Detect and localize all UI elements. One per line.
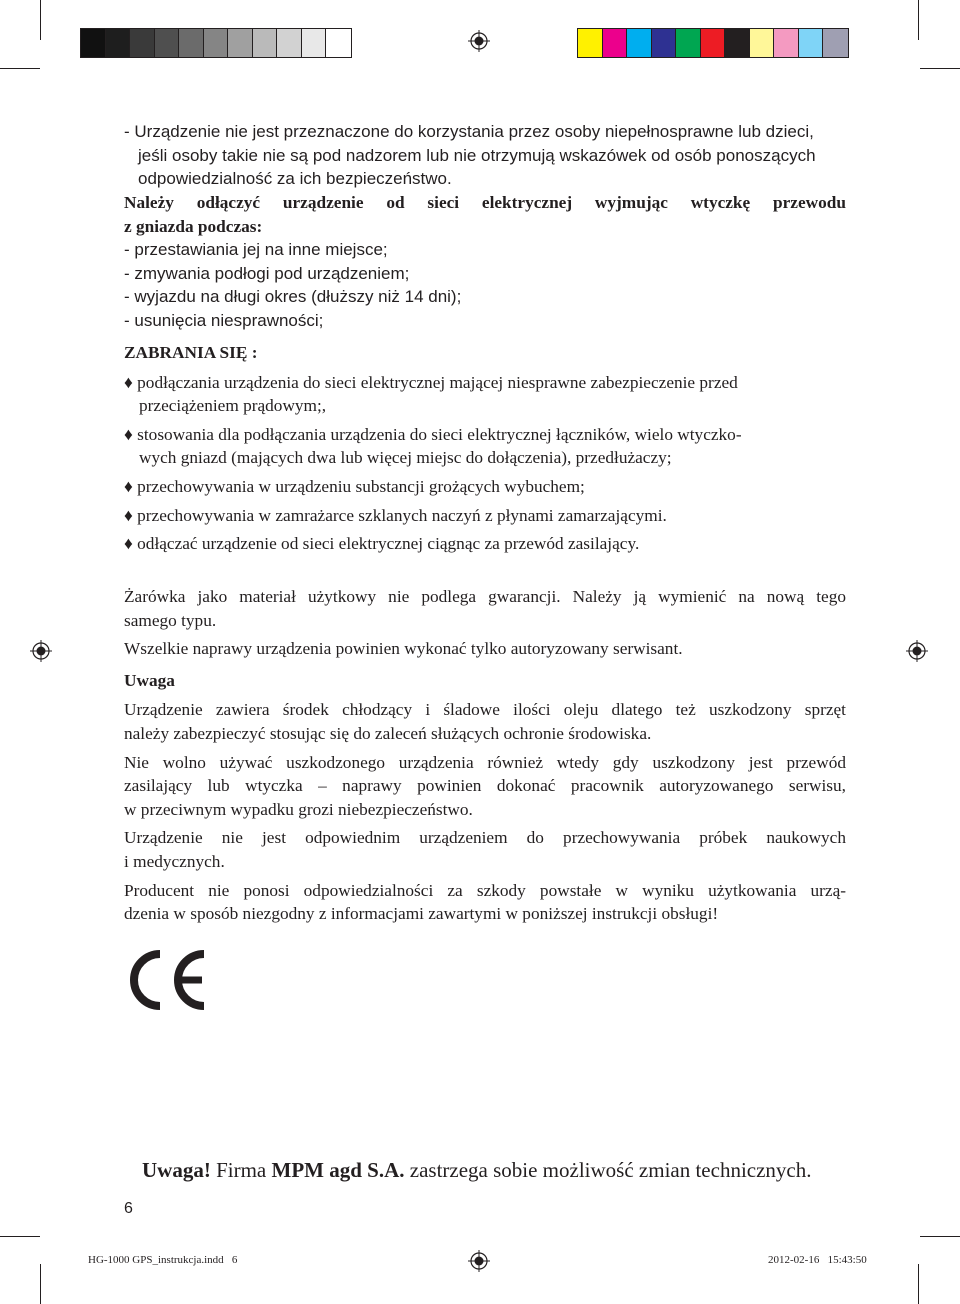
notice-uwaga: Uwaga! — [142, 1158, 211, 1182]
color-swatch — [701, 29, 726, 57]
gray-swatch — [326, 29, 351, 57]
list-item: ♦ podłączania urządzenia do sieci elektrycznej mającej niesprawne zabezpieczenie przed — [124, 372, 738, 392]
list-item: ♦ przechowywania w urządzeniu substancji grożących wybuchem; — [124, 476, 585, 496]
list-item: ♦ stosowania dla podłączania urządzenia do sieci elektrycznej łączników, wielo wtyczko- — [124, 424, 742, 444]
crop-mark — [40, 0, 41, 40]
text-line: odpowiedzialność za ich bezpieczeństwo. — [138, 169, 452, 189]
registration-target-icon — [468, 30, 490, 52]
section-heading: Należy odłączyć urządzenie od sieci elektrycznej wyjmując wtyczkę przewodu — [124, 193, 846, 212]
section-heading: ZABRANIA SIĘ : — [124, 343, 258, 362]
color-swatch — [578, 29, 603, 57]
crop-mark — [0, 68, 40, 69]
color-swatch — [627, 29, 652, 57]
section-forbidden — [124, 341, 846, 556]
text-line: jeśli osoby takie nie są pod nadzorem lub nie otrzymują wskazówek od osób ponoszących — [138, 145, 816, 165]
color-swatch — [676, 29, 701, 57]
list-item: - usunięcia niesprawności; — [124, 310, 324, 330]
crop-mark — [920, 1236, 960, 1237]
list-item: ♦ odłączać urządzenie od sieci elektrycznej ciągnąc za przewód zasilający. — [124, 534, 640, 554]
gray-swatch — [81, 29, 106, 57]
text-line: samego typu. — [124, 610, 217, 630]
diamond-bullet-icon: ♦ — [124, 505, 133, 525]
gray-swatch — [204, 29, 229, 57]
section-children-warning — [124, 120, 846, 191]
technical-changes-notice: Uwaga! Firma MPM agd S.A. zastrzega sobie możliwość zmian technicznych. — [142, 1158, 812, 1182]
list-item: ♦ przechowywania w zamrażarce szklanych naczyń z płynami zamarzającymi. — [124, 505, 667, 525]
text-line: Żarówka jako materiał użytkowy nie podlega gwarancji. Należy ją wymienić na nową tego — [124, 587, 846, 606]
text-line: w przeciwnym wypadku grozi niebezpieczeństwo. — [124, 799, 473, 819]
gray-swatch — [253, 29, 278, 57]
color-swatch — [725, 29, 750, 57]
crop-mark — [920, 68, 960, 69]
gray-swatch — [155, 29, 180, 57]
registration-target-icon — [906, 640, 928, 662]
gray-swatch — [179, 29, 204, 57]
registration-target-icon — [30, 640, 52, 662]
gray-swatch — [302, 29, 327, 57]
list-item-continuation: wych gniazd (mających dwa lub więcej miejsc do dołączenia), przedłużaczy; — [139, 448, 672, 468]
gray-swatch — [106, 29, 131, 57]
uwaga-heading: Uwaga — [124, 670, 175, 690]
diamond-bullet-icon: ♦ — [124, 534, 133, 554]
grayscale-color-bar — [80, 28, 352, 58]
list-item: - przestawiania jej na inne miejsce; — [124, 240, 388, 260]
color-swatch — [823, 29, 848, 57]
list-item-continuation: przeciążeniem prądowym;, — [139, 396, 327, 416]
text-line: dzenia w sposób niezgodny z informacjami zawartymi w poniższej instrukcji obsługi! — [124, 904, 719, 924]
section-notes — [124, 585, 846, 926]
gray-swatch — [130, 29, 155, 57]
crop-mark — [918, 1264, 919, 1304]
slug-timestamp: 2012-02-16 15:43:50 — [768, 1254, 867, 1266]
crop-mark — [0, 1236, 40, 1237]
gray-swatch — [277, 29, 302, 57]
ce-mark-icon — [124, 950, 210, 1010]
color-swatch — [750, 29, 775, 57]
text-line: Wszelkie naprawy urządzenia powinien wykonać tylko autoryzowany serwisant. — [124, 639, 683, 659]
process-color-bar — [577, 28, 849, 58]
crop-mark — [918, 0, 919, 40]
list-item: - wyjazdu na długi okres (dłuższy niż 14 dni); — [124, 287, 462, 307]
diamond-bullet-icon: ♦ — [124, 476, 133, 496]
crop-mark — [40, 1264, 41, 1304]
text-line: Producent nie ponosi odpowiedzialności za szkody powstałe w wyniku użytkowania urzą- — [124, 880, 846, 900]
color-swatch — [652, 29, 677, 57]
text-line: i medycznych. — [124, 851, 225, 871]
text-line: zasilający lub wtyczka – naprawy powinien dokonać pracownik autoryzowanego serwisu, — [124, 776, 846, 796]
gray-swatch — [228, 29, 253, 57]
section-disconnect — [124, 191, 846, 333]
diamond-bullet-icon: ♦ — [124, 424, 133, 444]
text-line: - Urządzenie nie jest przeznaczone do korzystania przez osoby niepełnosprawne lub dzieci, — [124, 122, 814, 141]
list-item: - zmywania podłogi pod urządzeniem; — [124, 263, 410, 283]
page-number: 6 — [124, 1200, 133, 1217]
text-line: Urządzenie nie jest odpowiednim urządzeniem do przechowywania próbek naukowych — [124, 828, 846, 848]
text-line: należy zabezpieczyć stosując się do zaleceń służących ochronie środowiska. — [124, 723, 652, 743]
text-line: Urządzenie zawiera środek chłodzący i śladowe ilości oleju dlatego też uszkodzony sprzęt — [124, 700, 846, 720]
text-line: Nie wolno używać uszkodzonego urządzenia również wtedy gdy uszkodzony jest przewód — [124, 752, 846, 772]
diamond-bullet-icon: ♦ — [124, 372, 133, 392]
registration-target-icon — [468, 1250, 490, 1272]
color-swatch — [799, 29, 824, 57]
color-swatch — [603, 29, 628, 57]
company-name: MPM agd S.A. — [271, 1158, 405, 1182]
color-swatch — [774, 29, 799, 57]
slug-file-name: HG-1000 GPS_instrukcja.indd 6 — [88, 1254, 238, 1266]
section-heading: z gniazda podczas: — [124, 216, 263, 236]
